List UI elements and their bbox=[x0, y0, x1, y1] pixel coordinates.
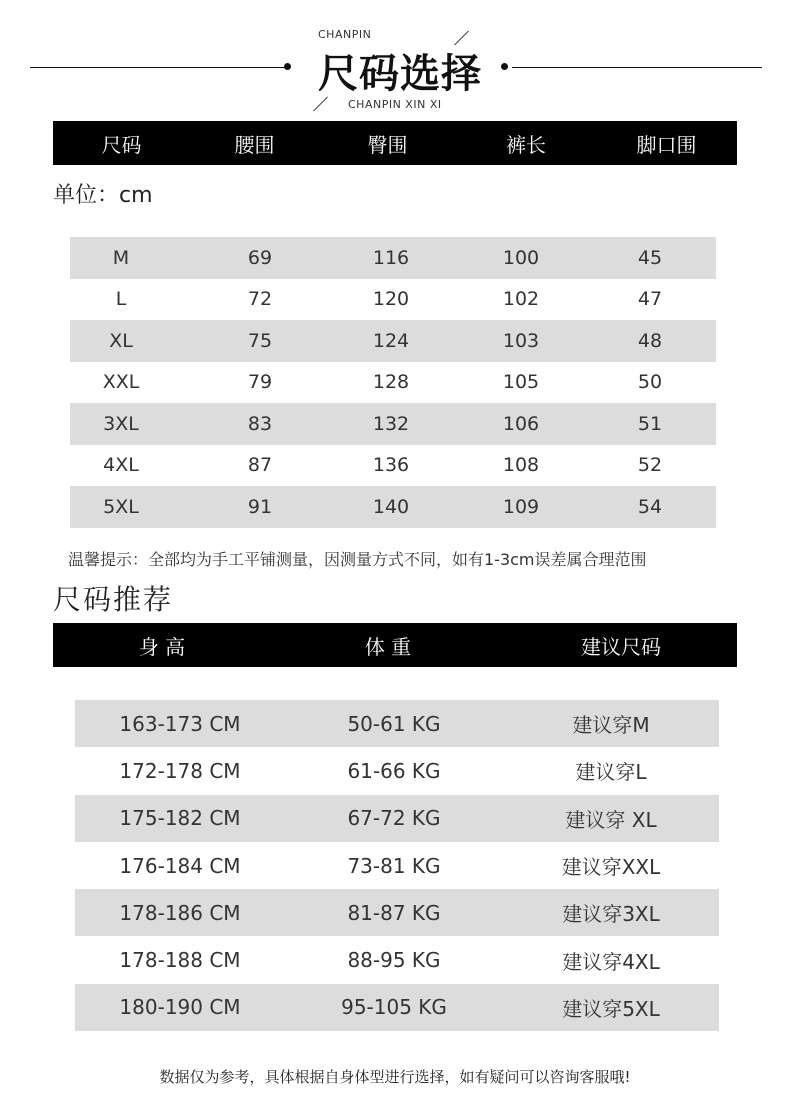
table-cell: 178-188 CM bbox=[119, 948, 241, 973]
table-row bbox=[75, 795, 719, 842]
table-row bbox=[75, 842, 719, 889]
recommend-title: 尺码推荐 bbox=[53, 583, 174, 616]
table-cell: 178-186 CM bbox=[119, 900, 241, 925]
table-cell: 73-81 KG bbox=[347, 853, 441, 878]
table-cell: 61-66 KG bbox=[347, 758, 441, 783]
table-cell: 建议穿M bbox=[572, 713, 650, 738]
table-cell: 72 bbox=[247, 288, 273, 311]
table-cell: 5XL bbox=[103, 495, 139, 518]
table-cell: 180-190 CM bbox=[119, 995, 241, 1020]
table-cell: 建议穿5XL bbox=[562, 996, 660, 1021]
size-header-cell: 裤长 bbox=[506, 132, 546, 157]
table-cell: 45 bbox=[637, 246, 663, 269]
table-cell: 54 bbox=[637, 495, 663, 518]
table-cell: 108 bbox=[502, 454, 540, 477]
table-cell: 83 bbox=[247, 412, 273, 435]
table-cell: 51 bbox=[637, 412, 663, 435]
table-cell: 50 bbox=[637, 371, 663, 394]
table-cell: 106 bbox=[502, 412, 540, 435]
table-cell: 79 bbox=[247, 371, 273, 394]
table-cell: 52 bbox=[637, 454, 663, 477]
header-dot-right bbox=[501, 63, 508, 70]
size-header-cell: 脚口围 bbox=[636, 132, 697, 157]
table-cell: 109 bbox=[502, 495, 540, 518]
table-cell: 88-95 KG bbox=[347, 948, 441, 973]
table-cell: 67-72 KG bbox=[347, 806, 441, 831]
table-cell: 132 bbox=[372, 412, 410, 435]
table-row bbox=[70, 486, 716, 528]
table-cell: 4XL bbox=[103, 454, 139, 477]
table-cell: M bbox=[112, 246, 130, 269]
table-cell: 91 bbox=[247, 495, 273, 518]
table-cell: 124 bbox=[372, 329, 410, 352]
header-subtitle-top: CHANPIN bbox=[318, 28, 372, 41]
size-header-cell: 腰围 bbox=[234, 132, 275, 157]
table-cell: 163-173 CM bbox=[119, 711, 241, 736]
measurement-note: 温馨提示：全部均为手工平铺测量，因测量方式不同，如有1-3cm误差属合理范围 bbox=[68, 550, 647, 569]
header-divider-right bbox=[512, 67, 762, 68]
table-cell: L bbox=[115, 288, 127, 311]
page-header bbox=[0, 0, 790, 120]
header-subtitle-bottom: CHANPIN XIN XI bbox=[348, 98, 442, 111]
header-dot-left bbox=[284, 63, 291, 70]
table-cell: 81-87 KG bbox=[347, 900, 441, 925]
footer-note: 数据仅为参考，具体根据自身体型进行选择，如有疑问可以咨询客服哦! bbox=[159, 1068, 631, 1086]
table-row bbox=[75, 984, 719, 1031]
table-cell: 48 bbox=[637, 329, 663, 352]
table-row bbox=[70, 362, 716, 404]
table-cell: 136 bbox=[372, 454, 410, 477]
table-cell: 95-105 KG bbox=[341, 995, 447, 1020]
size-table-header bbox=[53, 121, 737, 165]
recommend-table-header bbox=[53, 623, 737, 667]
table-cell: 87 bbox=[247, 454, 273, 477]
table-row bbox=[75, 700, 719, 747]
table-row bbox=[70, 403, 716, 445]
table-row bbox=[75, 936, 719, 983]
table-cell: 175-182 CM bbox=[119, 806, 241, 831]
recommend-header-cell: 建议尺码 bbox=[581, 634, 661, 659]
table-cell: 128 bbox=[372, 371, 410, 394]
table-cell: 建议穿4XL bbox=[562, 949, 660, 974]
table-row bbox=[75, 889, 719, 936]
table-cell: 50-61 KG bbox=[347, 711, 441, 736]
recommend-table bbox=[75, 700, 719, 1031]
table-cell: 建议穿 XL bbox=[565, 807, 657, 832]
table-cell: 102 bbox=[502, 288, 540, 311]
recommend-header-cell: 身 高 bbox=[138, 634, 186, 659]
table-row bbox=[75, 747, 719, 794]
size-header-cell: 尺码 bbox=[101, 132, 142, 157]
table-cell: XXL bbox=[102, 371, 140, 394]
table-row bbox=[70, 237, 716, 279]
table-cell: 120 bbox=[372, 288, 410, 311]
size-table bbox=[70, 237, 716, 528]
unit-label: 单位：cm bbox=[53, 183, 153, 208]
recommend-header-cell: 体 重 bbox=[364, 634, 412, 659]
table-cell: 103 bbox=[502, 329, 540, 352]
table-row bbox=[70, 279, 716, 321]
table-cell: 建议穿L bbox=[575, 760, 647, 785]
table-cell: 105 bbox=[502, 371, 540, 394]
table-cell: 75 bbox=[247, 329, 273, 352]
table-cell: 116 bbox=[372, 246, 410, 269]
table-row bbox=[70, 320, 716, 362]
table-cell: 176-184 CM bbox=[119, 853, 241, 878]
header-divider-left bbox=[30, 67, 285, 68]
table-cell: 172-178 CM bbox=[119, 758, 241, 783]
page-title: 尺码选择 bbox=[318, 51, 482, 97]
table-cell: 建议穿3XL bbox=[562, 902, 660, 927]
table-cell: 47 bbox=[637, 288, 663, 311]
table-cell: 建议穿XXL bbox=[561, 855, 661, 880]
table-cell: 3XL bbox=[103, 412, 139, 435]
size-header-cell: 臀围 bbox=[367, 132, 408, 157]
table-cell: 100 bbox=[502, 246, 540, 269]
table-cell: 69 bbox=[247, 246, 273, 269]
table-cell: XL bbox=[109, 329, 133, 352]
table-row bbox=[70, 445, 716, 487]
table-cell: 140 bbox=[372, 495, 410, 518]
